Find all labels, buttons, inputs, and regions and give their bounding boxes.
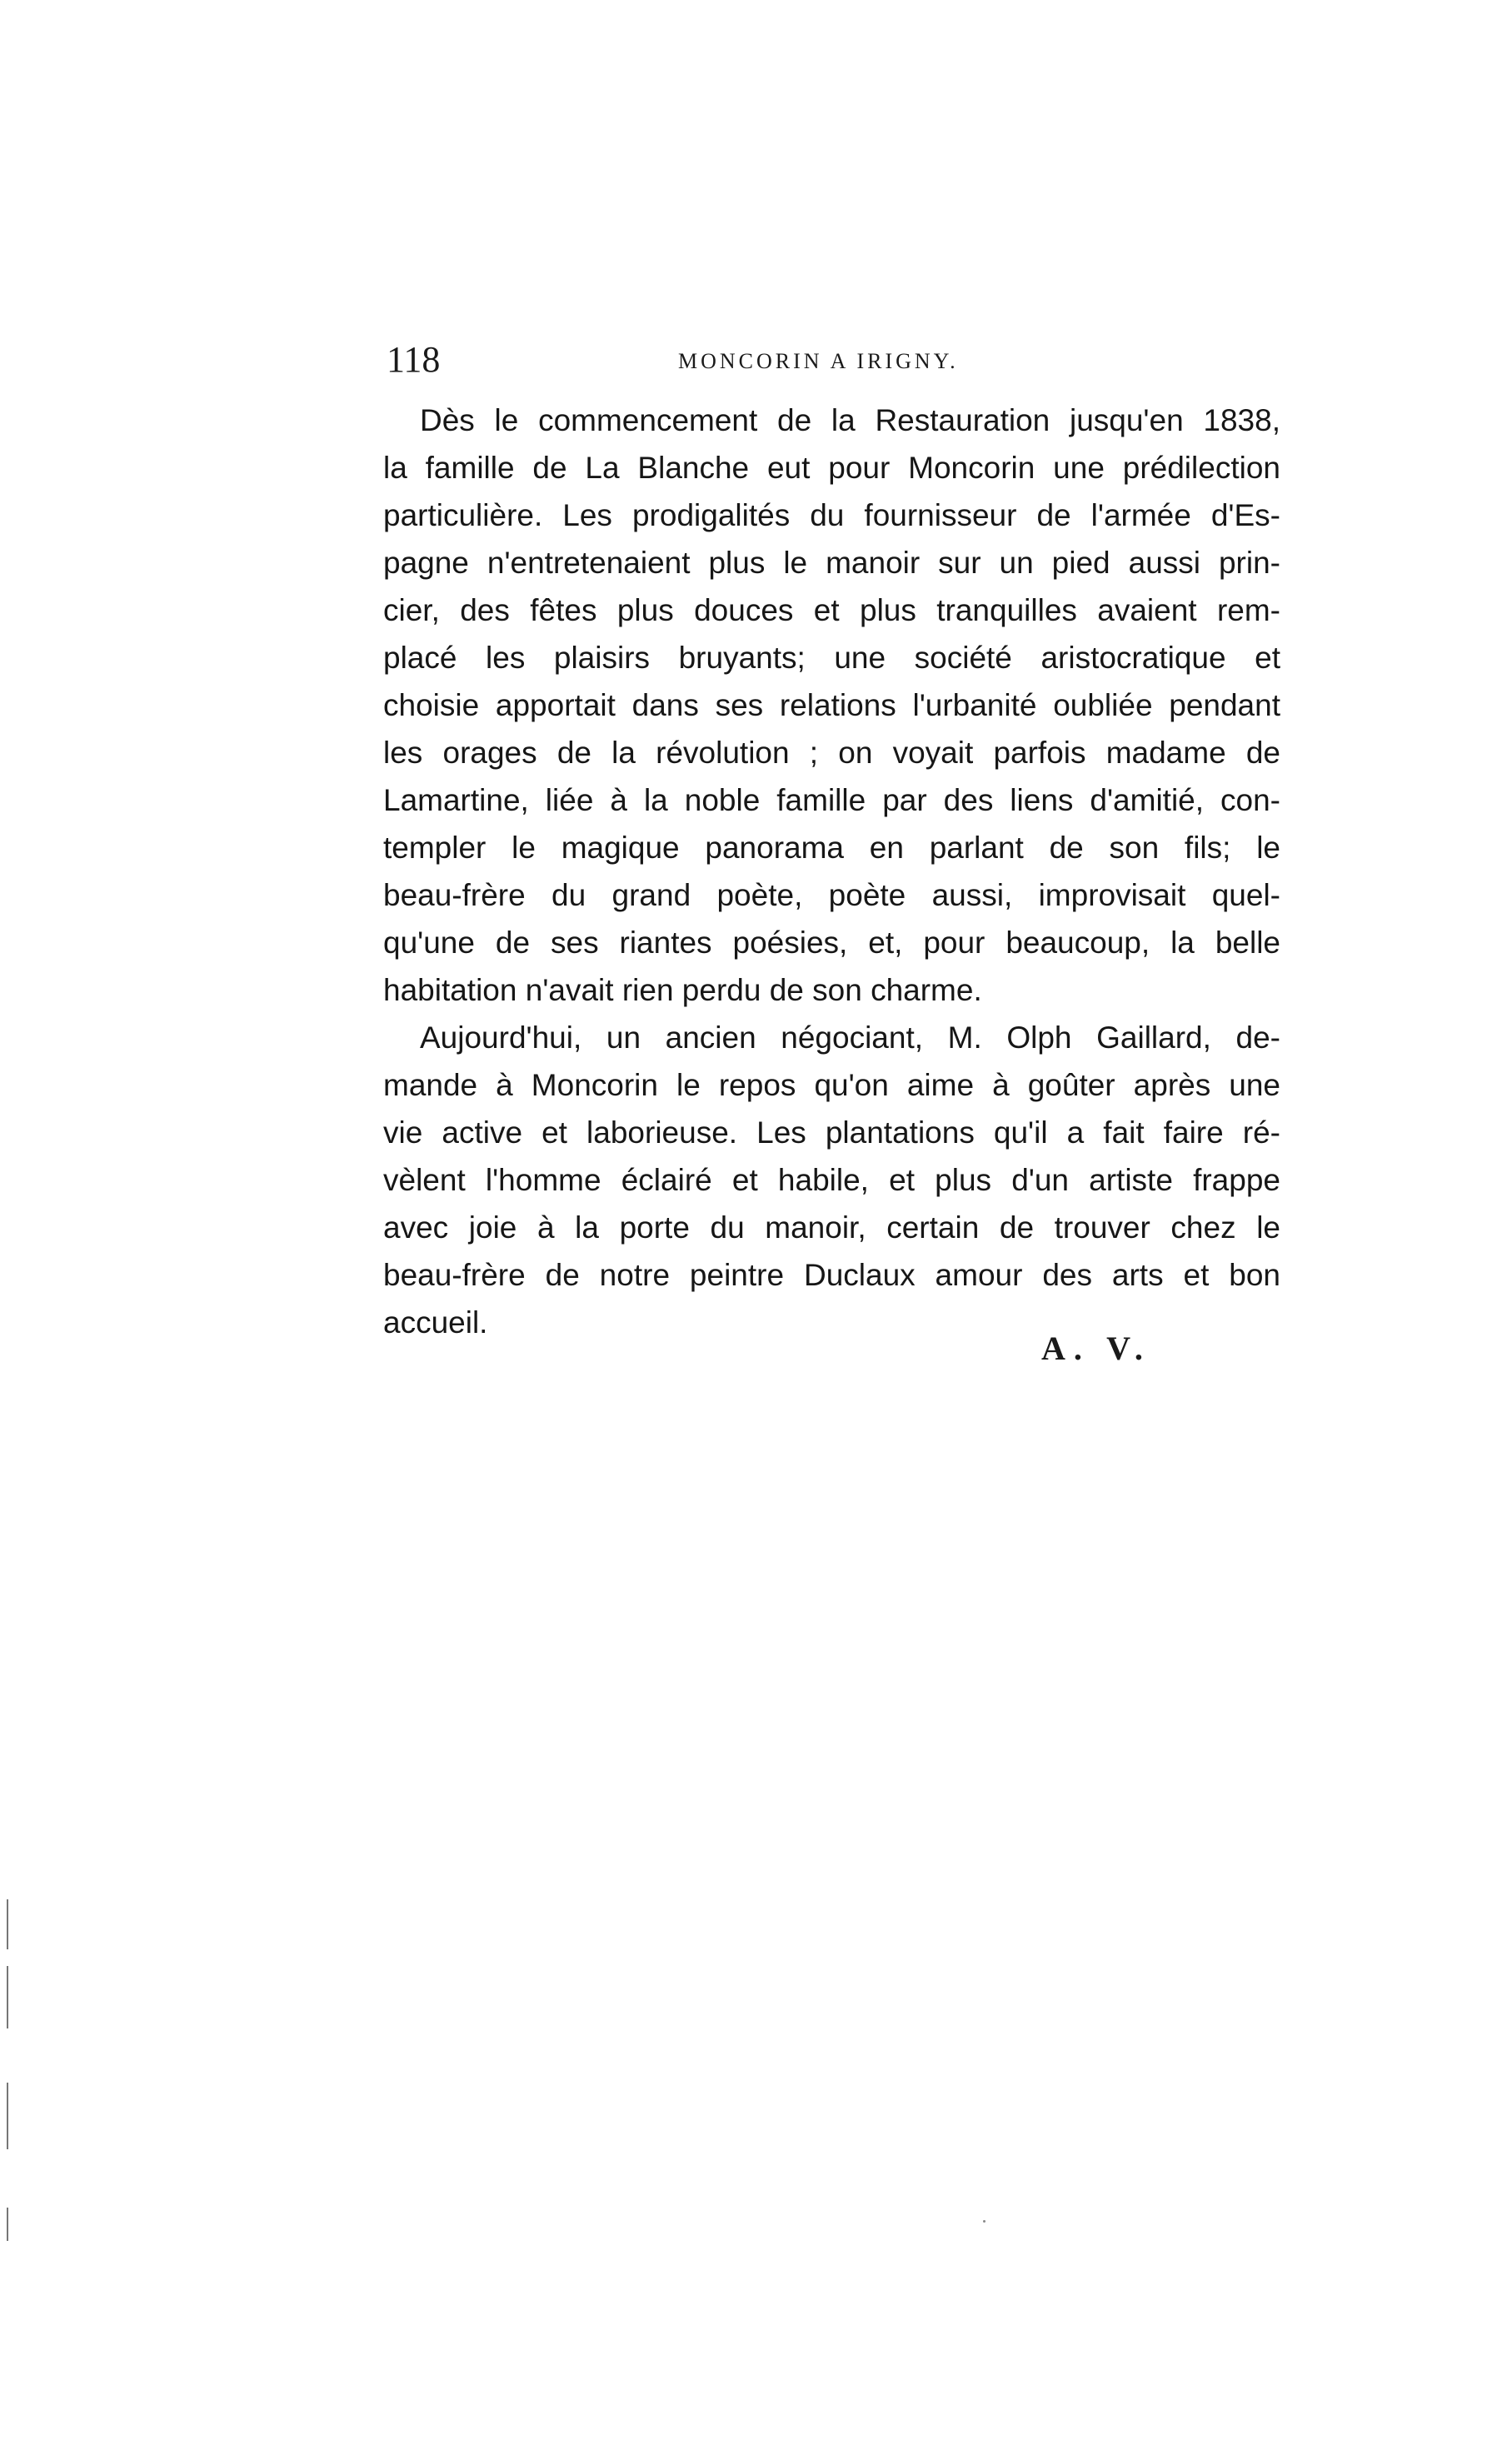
page-number: 118 [387, 339, 441, 380]
scan-artifact [7, 2083, 8, 2149]
text-line: les orages de la révolution ; on voyait parfois madame de [383, 736, 1280, 770]
scan-speck [983, 2220, 986, 2223]
text-line: cier, des fêtes plus douces et plus tranquilles avaient rem- [383, 593, 1280, 627]
text-line: templer le magique panorama en parlant de son fils; le [383, 831, 1280, 865]
scan-artifact [7, 1899, 8, 1949]
scan-artifact [7, 2208, 8, 2241]
text-line: Dès le commencement de la Restauration jusqu'en 1838, [420, 403, 1280, 437]
text-line: mande à Moncorin le repos qu'on aime à goûter après une [383, 1068, 1280, 1102]
text-line: vèlent l'homme éclairé et habile, et plus d'un artiste frappe [383, 1163, 1280, 1197]
text-line: beau-frère de notre peintre Duclaux amour des arts et bon [383, 1258, 1280, 1292]
text-line: particulière. Les prodigalités du fournisseur de l'armée d'Es- [383, 498, 1280, 532]
text-line: vie active et laborieuse. Les plantations qu'il a fait faire ré- [383, 1115, 1280, 1150]
text-line: la famille de La Blanche eut pour Moncorin une prédilection [383, 451, 1280, 485]
paragraph-1 [383, 397, 1280, 1014]
text-line: pagne n'entretenaient plus le manoir sur un pied aussi prin- [383, 546, 1280, 580]
running-head: MONCORIN A IRIGNY. [678, 349, 959, 373]
signature: A. V. [1041, 1330, 1151, 1367]
scan-artifact [7, 1966, 8, 2028]
text-line: Aujourd'hui, un ancien négociant, M. Olph Gaillard, de- [420, 1020, 1280, 1055]
paragraph-2 [383, 1014, 1280, 1346]
page-header [387, 335, 1140, 385]
text-line: avec joie à la porte du manoir, certain de trouver chez le [383, 1210, 1280, 1245]
text-line: habitation n'avait rien perdu de son charme. [383, 973, 982, 1007]
text-line: beau-frère du grand poète, poète aussi, improvisait quel- [383, 878, 1280, 912]
text-line: placé les plaisirs bruyants; une société aristocratique et [383, 641, 1280, 675]
text-line: Lamartine, liée à la noble famille par des liens d'amitié, con- [383, 783, 1280, 817]
body-text [383, 397, 1280, 1346]
text-line: accueil. [383, 1305, 488, 1340]
text-line: qu'une de ses riantes poésies, et, pour beaucoup, la belle [383, 926, 1280, 960]
text-line: choisie apportait dans ses relations l'urbanité oubliée pendant [383, 688, 1280, 722]
